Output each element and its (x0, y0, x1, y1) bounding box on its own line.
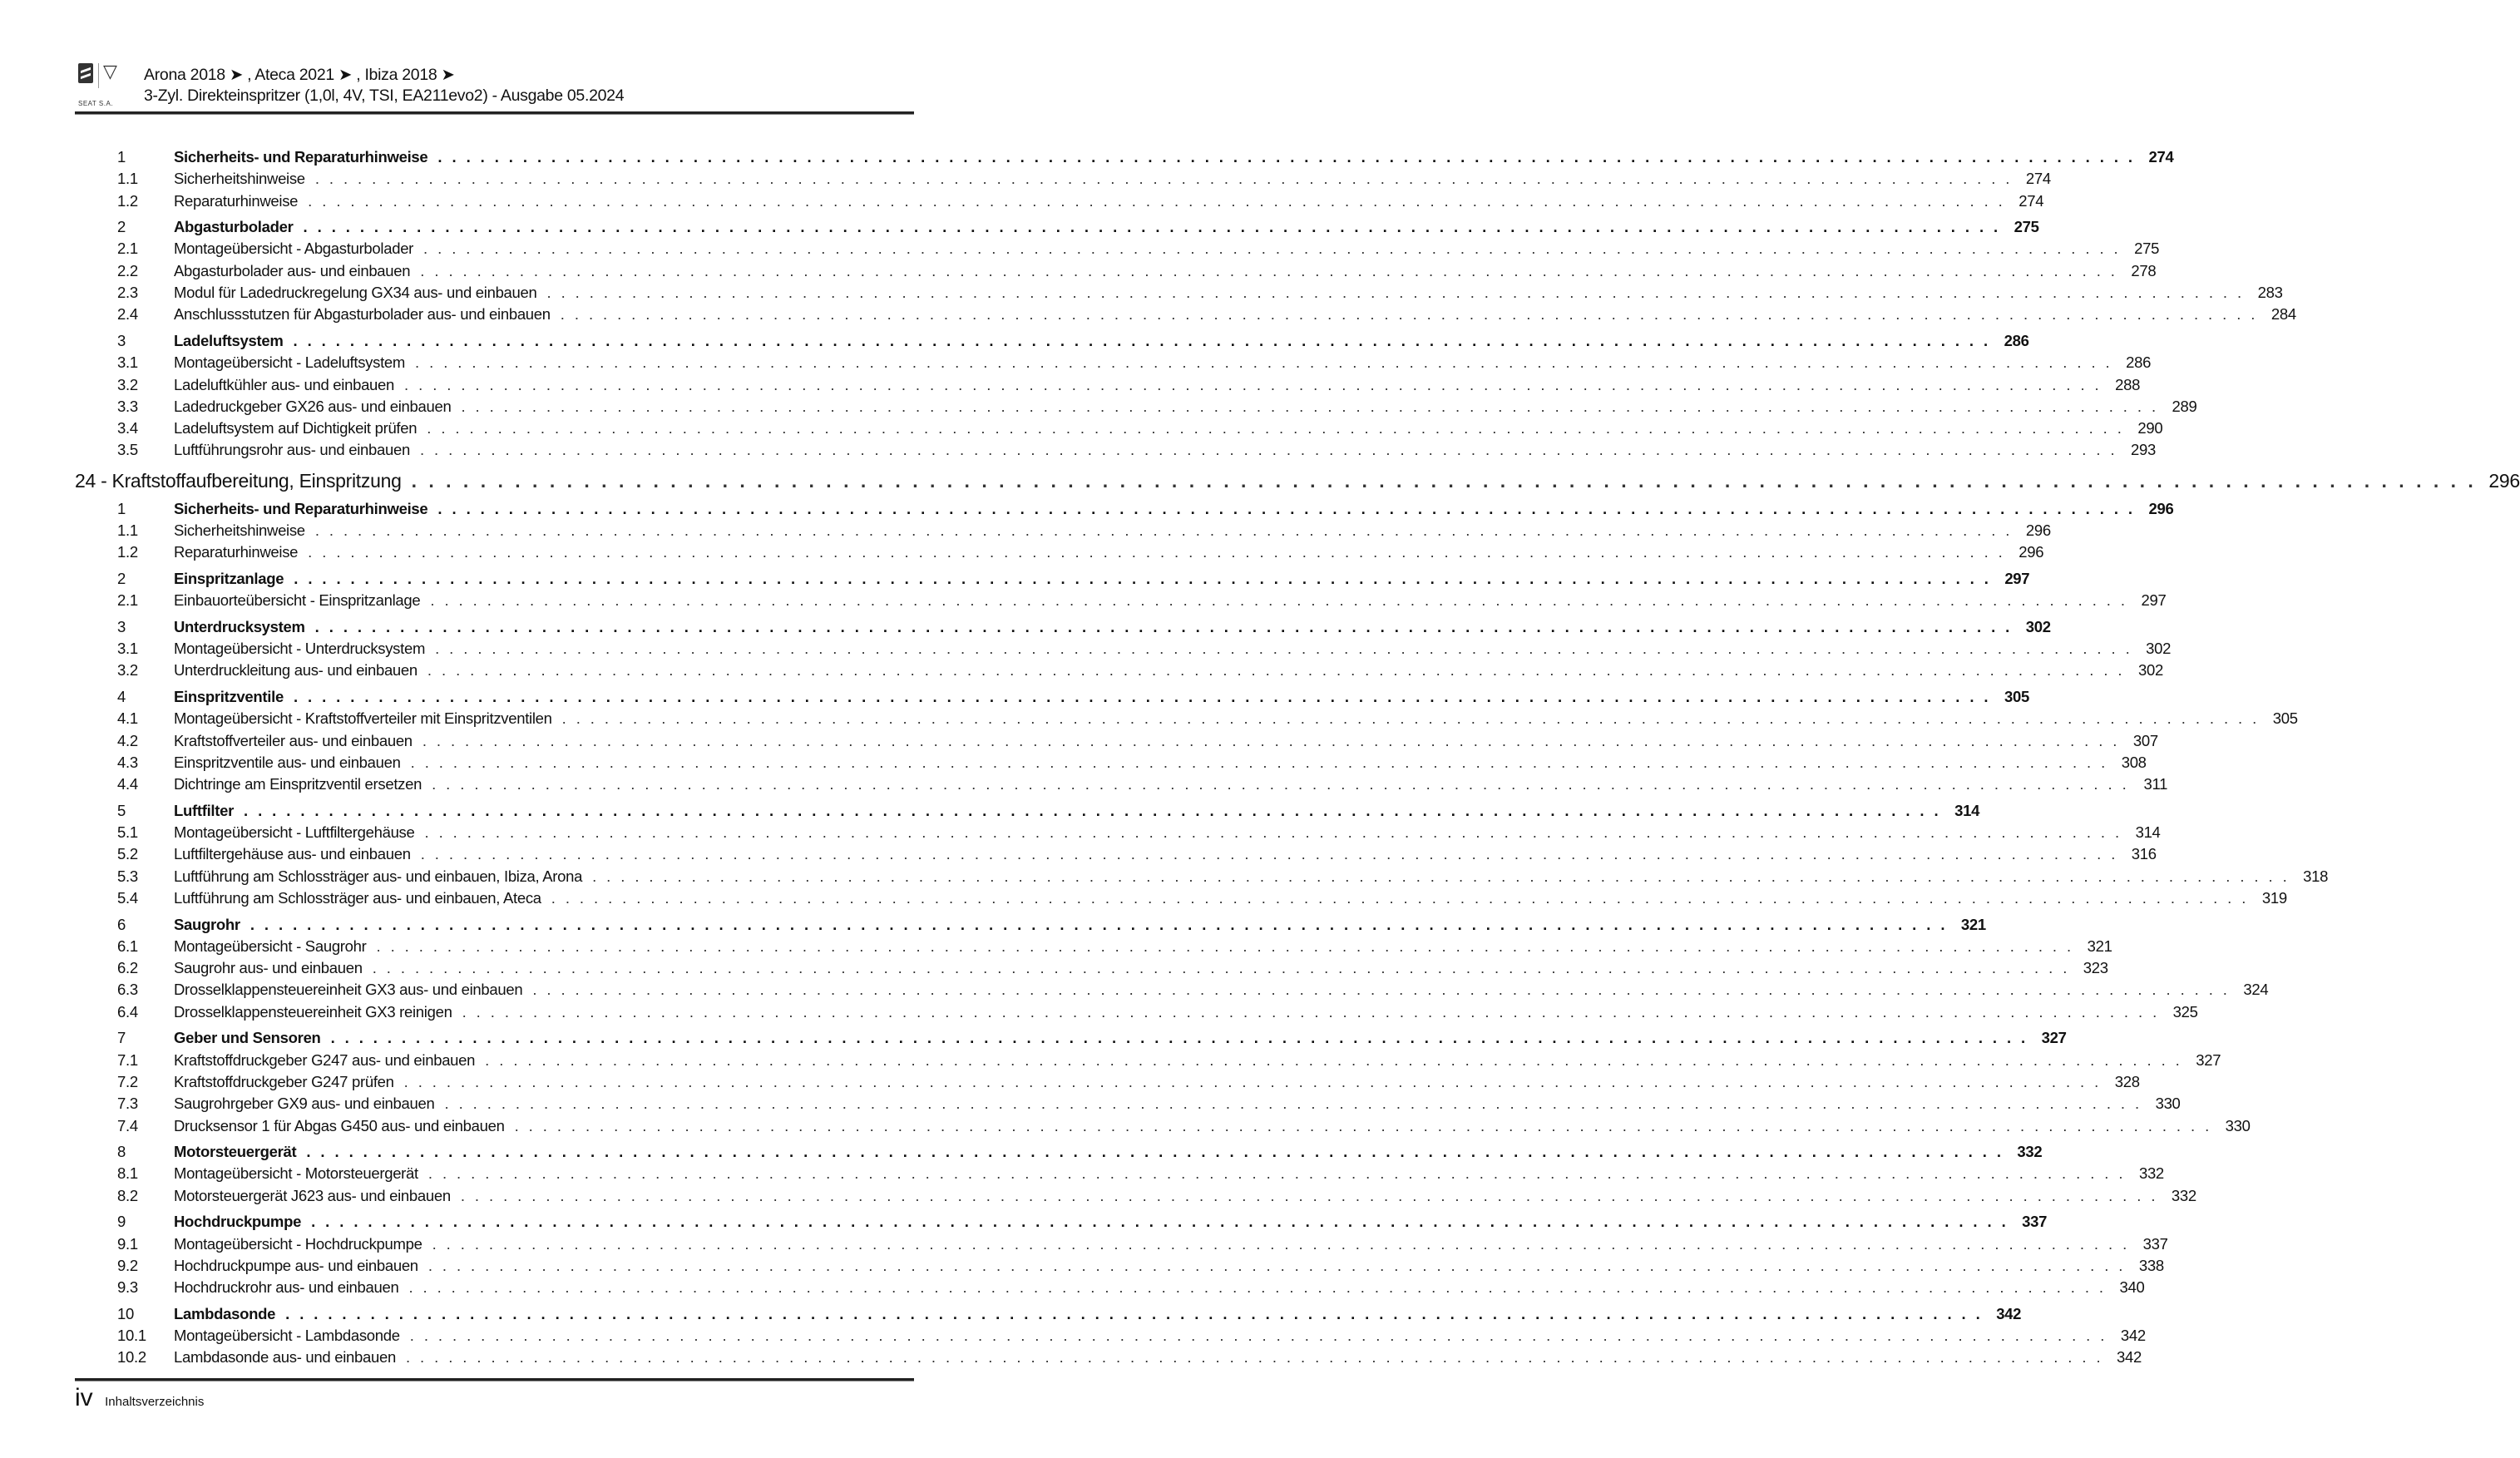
entry-title: Ladeluftsystem auf Dichtigkeit prüfen (174, 419, 418, 437)
toc-section[interactable] (75, 331, 2029, 353)
entry-number: 2 (117, 218, 126, 236)
entry-title: Montageübersicht - Ladeluftsystem (174, 353, 406, 372)
entry-title: Saugrohrgeber GX9 aus- und einbauen (174, 1095, 435, 1113)
entry-page: 274 (2025, 170, 2051, 188)
dot-leader: . . . . . . . . . . . . . . . . . . . . . . . . . . . . . . . . . . . . . . . . . . . . . . . . . . . . . . . . . . . . . . . . . . . . . . . . . . . . . . . . . . . . . . . . . . . . . . . . . . . . . . . . . . . . . . . . . . . . . . . . (462, 1002, 2160, 1021)
entry-page: 275 (2134, 240, 2160, 258)
entry-number: 3.2 (117, 375, 138, 393)
entry-number: 10 (117, 1304, 134, 1322)
dot-leader: . . . . . . . . . . . . . . . . . . . . . . . . . . . . . . . . . . . . . . . . . . . . . . . . . . . . . . . . . . . . . . . . . . . . . . . . . . . . . . . . . . . . . . . . . . . . . . . . . . . . . . . . . . . . . . . . . . . . . . . . (293, 331, 1991, 349)
entry-title: Unterdruckleitung aus- und einbauen (174, 661, 418, 680)
dot-leader: . . . . . . . . . . . . . . . . . . . . . . . . . . . . . . . . . . . . . . . . . . . . . . . . . . . . . . . . . . . . . . . . . . . . . . . . . . . . . . . . . . . . . . . . . . . . . . . . . . . . . . . . . . . . . . . . . . . . . . . . (308, 543, 2006, 561)
dot-leader: . . . . . . . . . . . . . . . . . . . . . . . . . . . . . . . . . . . . . . . . . . . . . . . . . . . . . . . . . . . . . . . . . . . . . . . . . . . . . . . . . . . . . . . . . . . . . . . . . . . . . . . . . . . . . . . . . . . . . . . . (294, 569, 1992, 587)
toc-subsection[interactable] (75, 867, 2329, 889)
entry-title: Saugrohr aus- und einbauen (174, 959, 363, 977)
entry-title: Montageübersicht - Hochdruckpumpe (174, 1234, 422, 1253)
entry-number: 5.3 (117, 867, 138, 885)
dot-leader: . . . . . . . . . . . . . . . . . . . . . . . . . . . . . . . . . . . . . . . . . . . . . . . . . . . . . . . . . . . . . . . . . . . . . . . . . . . . . . . . . . . . . . . . . . . . . . . . . . . . . . . . . . . . . . . . . . . . . . . . (306, 1143, 2004, 1161)
toc-subsection[interactable] (75, 1072, 2140, 1095)
toc-subsection[interactable] (75, 305, 2296, 327)
toc-subsection[interactable] (75, 1002, 2198, 1025)
entry-number: 9 (117, 1213, 126, 1231)
entry-title: Anschlussstutzen für Abgasturbolader aus- und einbauen (174, 305, 551, 324)
dot-leader: . . . . . . . . . . . . . . . . . . . . . . . . . . . . . . . . . . . . . . . . . . . . . . . . . . . . . . . . . . . . . . . . . . . . . . . . . . . . . . . . . . . . . . . . . . . . . . . . . . . . . . . . . . . . . . . . . . . . . . . . (285, 1304, 1984, 1322)
entry-page: 342 (2120, 1327, 2146, 1345)
entry-page: 321 (2087, 937, 2112, 955)
entry-title: Sicherheitshinweise (174, 521, 305, 540)
entry-title: Luftfilter (174, 801, 235, 819)
toc-section[interactable] (75, 1029, 2067, 1050)
toc-chapter-24[interactable] (75, 469, 2520, 500)
entry-page: 314 (2135, 823, 2161, 842)
dot-leader: . . . . . . . . . . . . . . . . . . . . . . . . . . . . . . . . . . . . . . . . . . . . . . . . . . . . . . . . . . . . . . . . . . . . . . . . . . . . . . . . . . . . . . . . . . . . . . . . . . . . . . . . . . . . . . . . . . . . . . . . (311, 1213, 2009, 1231)
seat-cupra-logo (78, 63, 136, 110)
entry-page: 316 (2131, 845, 2157, 863)
dot-leader: . . . . . . . . . . . . . . . . . . . . . . . . . . . . . . . . . . . . . . . . . . . . . . . . . . . . . . . . . . . . . . . . . . . . . . . . . . . . . . . . . . . . . . . . . . . . . . . . . . . . . . . . . . . . . . . . . . . . . . . . (419, 441, 2118, 459)
toc-subsection[interactable] (75, 661, 2163, 683)
toc-subsection[interactable] (75, 1234, 2168, 1257)
entry-number: 1.1 (117, 521, 138, 540)
dot-leader: . . . . . . . . . . . . . . . . . . . . . . . . . . . . . . . . . . . . . . . . . . . . . . . . . . . . . . . . . . . . . . . . . . . . . . . . . . . . . . . . . . . . . . . . . . . . . . . . . . . . . . . . . . . . . . . . . . . . . . . . (514, 1116, 2212, 1134)
entry-page: 297 (2141, 591, 2167, 610)
entry-title: Kraftstoffdruckgeber G247 aus- und einbauen (174, 1050, 476, 1069)
entry-number: 4.4 (117, 775, 138, 793)
dot-leader: . . . . . . . . . . . . . . . . . . . . . . . . . . . . . . . . . . . . . . . . . . . . . . . . . . . . . . . . . . . . . . . . . . . . . . . . . . . . . . . . . . . . . . . . . . . . . . . . . . . . . . . . . . . . . . . . . . . . . . . . (461, 397, 2159, 415)
entry-page: 302 (2137, 661, 2163, 680)
entry-page: 338 (2138, 1256, 2164, 1274)
entry-number: 3.3 (117, 397, 138, 415)
entry-title: Dichtringe am Einspritzventil ersetzen (174, 775, 422, 793)
toc-subsection[interactable] (75, 397, 2197, 419)
header-rule (75, 111, 914, 115)
entry-page: 274 (2018, 191, 2044, 210)
dot-leader: . . . . . . . . . . . . . . . . . . . . . . . . . . . . . . . . . . . . . . . . . . . . . . . . . . . . . . . . . . . . . . . . . . . . . . . . . . . . . . . . . . . . . . . . . . . . . . . . . . . . . . . . . . . . . . . . . . . . . . . . (551, 888, 2249, 907)
toc-subsection[interactable] (75, 521, 2051, 543)
dot-leader: . . . . . . . . . . . . . . . . . . . . . . . . . . . . . . . . . . . . . . . . . . . . . . . . . . . . . . . . . . . . . . . . . . . . . . . . . . . . . . . . . . . . . . . . . . . . . . . . . . . . . . . . . . . . . . . . . . . . . . . . (250, 915, 1948, 933)
entry-title: Drosselklappensteuereinheit GX3 reinigen (174, 1002, 452, 1021)
entry-page: 302 (2025, 617, 2051, 635)
entry-number: 10.2 (117, 1348, 146, 1367)
entry-page: 319 (2261, 888, 2287, 907)
entry-page: 327 (2041, 1029, 2067, 1047)
dot-leader: . . . . . . . . . . . . . . . . . . . . . . . . . . . . . . . . . . . . . . . . . . . . . . . . . . . . . . . . . . . . . . . . . . . . . . . . . . . . . . . . . . . . . . . . . . . . . . . . . . . . . . . . . . . . . . . . . . . . . . . . (404, 375, 2102, 393)
dot-leader: . . . . . . . . . . . . . . . . . . . . . . . . . . . . . . . . . . . . . . . . . . . . . . . . . . . . . . . . . . . . . . . . . . . . . . . . . . . . . . . . . . . . . . . . . . . . . . . . . . . . . . . . . . . . . . . . . . . . . . . . (410, 753, 2108, 771)
dot-leader: . . . . . . . . . . . . . . . . . . . . . . . . . . . . . . . . . . . . . . . . . . . . . . . . . . . . . . . . . . . . . . . . . . . . . . . . . . . . . . . . . . . . . . . . . . . . . . . . . . . . . . . . . . . . . . . . . . . . . . . . (372, 959, 2070, 977)
entry-title: Montageübersicht - Abgasturbolader (174, 240, 414, 258)
toc-subsection[interactable] (75, 1050, 2221, 1073)
entry-number: 8.1 (117, 1164, 138, 1183)
logo-divider (98, 63, 99, 88)
entry-title: Motorsteuergerät (174, 1143, 297, 1161)
entry-title: Luftführungsrohr aus- und einbauen (174, 441, 410, 459)
dot-leader: . . . . . . . . . . . . . . . . . . . . . . . . . . . . . . . . . . . . . . . . . . . . . . . . . . . . . . . . . . . . . . . . . . . . . . . . . . . . . . . . . . . . . . . . . . . . . . . . . . . . . . . . . . . . . . . . . . . . . . . . (308, 191, 2006, 210)
entry-number: 6.4 (117, 1002, 138, 1021)
toc-subsection[interactable] (75, 543, 2044, 565)
entry-page: 311 (2143, 775, 2168, 793)
entry-number: 2.4 (117, 305, 138, 324)
entry-number: 2.1 (117, 591, 138, 610)
dot-leader: . . . . . . . . . . . . . . . . . . . . . . . . . . . . . . . . . . . . . . . . . . . . . . . . . . . . . . . . . . . . . . . . . . . . . . . . . . . . . . . . . . . . . . . . . . . . . . . . . . . . . . . . . . . . . . . . . . . . . . . . (424, 823, 2122, 842)
entry-page: 296 (2018, 543, 2044, 561)
dot-leader: . . . . . . . . . . . . . . . . . . . . . . . . . . . . . . . . . . . . . . . . . . . . . . . . . . . . . . . . . . . . . . . . . . . . . . . . . . . . . . . . . . . . . . . . . . . . . . . . . . . . . . . . . . . . . . . . . . . . . . . . (437, 148, 2136, 166)
dot-leader: . . . . . . . . . . . . . . . . . . . . . . . . . . . . . . . . . . . . . . . . . . . . . . . . . . . . . . . . . . . . . . . . . . . . . . . . . . . . . . . . . . . . . . . . . . . . . . . . . . . . . . . . . . . . . . . . . . . . . . . . (592, 867, 2290, 885)
entry-title: Sicherheits- und Reparaturhinweise (174, 499, 428, 517)
toc-subsection[interactable] (75, 353, 2152, 375)
entry-page: 323 (2083, 959, 2108, 977)
dot-leader: . . . . . . . . . . . . . . . . . . . . . . . . . . . . . . . . . . . . . . . . . . . . . . . . . . . . . . . . . . . . . . . . . . . . . . . . . . . . . . . . . . . . . . . . . . . . . . . . . . . . . . . . . . . . . . . . . . . . . . . . (314, 521, 2013, 540)
toc-subsection[interactable] (75, 959, 2108, 981)
entry-page: 278 (2131, 261, 2157, 279)
entry-number: 5.4 (117, 888, 138, 907)
toc-subsection[interactable] (75, 591, 2167, 613)
dot-leader: . . . . . . . . . . . . . . . . . . . . . . . . . . . . . . . . . . . . . . . . . . . . . . . . . . . . . . . . . . . . . . . . . . . . . . . . . . . . . . . . . . . . . . . . . . . . . . . . . . . . . . . . . . . . . . . . . . . . . . . . (405, 1348, 2104, 1367)
toc-subsection[interactable] (75, 240, 2160, 261)
dot-leader: . . . . . . . . . . . . . . . . . . . . . . . . . . . . . . . . . . . . . . . . . . . . . . . . . . . . . . . . . . . . . . . . . . . . . . . . . . . . . . . . . . . . . . . . . . . . . . . . . . . . . . . . . . . . . . . . . . . . . . . . (244, 801, 1942, 819)
entry-title: Montageübersicht - Kraftstoffverteiler mit Einspritzventilen (174, 709, 552, 728)
entry-page: 296 (2025, 521, 2051, 540)
toc-subsection[interactable] (75, 709, 2298, 731)
entry-number: 7.4 (117, 1116, 138, 1134)
toc-subsection[interactable] (75, 261, 2157, 284)
entry-page: 342 (2117, 1348, 2142, 1367)
toc-section[interactable] (75, 1143, 2043, 1164)
entry-number: 2.2 (117, 261, 138, 279)
entry-page: 332 (2017, 1143, 2043, 1161)
entry-number: 3.5 (117, 441, 138, 459)
entry-number: 8 (117, 1143, 126, 1161)
entry-number: 3.4 (117, 419, 138, 437)
entry-page: 302 (2146, 640, 2172, 658)
toc-subsection[interactable] (75, 823, 2161, 845)
toc-subsection[interactable] (75, 753, 2147, 775)
dot-leader: . . . . . . . . . . . . . . . . . . . . . . . . . . . . . . . . . . . . . . . . . . . . . . . . . . . . . . . . . . . . . . . . . . . . . . . . . . . . . . . . . . . . . . . . . . . . . . . . . . . . . . . . . . . . . . . . . . . . . . . . (561, 709, 2260, 728)
entry-number: 2.3 (117, 284, 138, 302)
seat-logo-icon (78, 63, 93, 83)
entry-title: Luftführung am Schlossträger aus- und einbauen, Ateca (174, 888, 541, 907)
entry-title: Lambdasonde (174, 1304, 276, 1322)
entry-title: Drosselklappensteuereinheit GX3 aus- und einbauen (174, 981, 523, 999)
entry-page: 305 (2272, 709, 2298, 728)
entry-title: Geber und Sensoren (174, 1029, 321, 1047)
toc-subsection[interactable] (75, 419, 2163, 441)
dot-leader: . . . . . . . . . . . . . . . . . . . . . . . . . . . . . . . . . . . . . . . . . . . . . . . . . . . . . . . . . . . . . . . . . . . . . . . . . . . . . . . . . . . . . . . . . . . . . . . . . . . . . . . . . . . . . . . . . . . . . . . . (432, 1234, 2130, 1253)
entry-page: 332 (2138, 1164, 2164, 1183)
entry-number: 9.1 (117, 1234, 138, 1253)
toc-section[interactable] (75, 148, 2174, 170)
entry-page: 337 (2142, 1234, 2168, 1253)
dot-leader: . . . . . . . . . . . . . . . . . . . . . . . . . . . . . . . . . . . . . . . . . . . . . . . . . . . . . . . . . . . . . . . . . . . . . . . . . . . . . . . . . . . . . . . . . . . . . . . . . . . . . . . . . . . . . . . . . . . . . . . . (532, 981, 2231, 999)
entry-page: 332 (2171, 1186, 2196, 1204)
page-header (75, 60, 914, 111)
entry-number: 1.1 (117, 170, 138, 188)
entry-page: 330 (2225, 1116, 2251, 1134)
entry-number: 6.2 (117, 959, 138, 977)
toc-section[interactable] (75, 617, 2051, 640)
entry-page: 290 (2137, 419, 2163, 437)
entry-number: 9.3 (117, 1278, 138, 1297)
entry-title: Montageübersicht - Unterdrucksystem (174, 640, 426, 658)
entry-page: 284 (2270, 305, 2296, 324)
entry-number: 3.1 (117, 353, 138, 372)
dot-leader: . . . . . . . . . . . . . . . . . . . . . . . . . . . . . . . . . . . . . . . . . . . . . . . . . . . . . . . . . . . . . . . . . . . . . . . . . . . . . . . . . . . . . . . . . . . . . . . . . . . . . . . . . . . . . . . . . . . . . . . . (422, 731, 2120, 749)
entry-number: 4 (117, 688, 126, 706)
entry-number: 3 (117, 331, 126, 349)
entry-number: 7.3 (117, 1095, 138, 1113)
entry-title: Hochdruckrohr aus- und einbauen (174, 1278, 399, 1297)
entry-page: 324 (2243, 981, 2269, 999)
entry-title: Einspritzanlage (174, 569, 284, 587)
entry-number: 2 (117, 569, 126, 587)
dot-leader: . . . . . . . . . . . . . . . . . . . . . . . . . . . . . . . . . . . . . . . . . . . . . . . . . . . . . . . . . . . . . . . . . . . . . . . . . . . . . . . . . . . . . . . . . . . . . . . . . . . . . . . . . . . . . . . . . . . . . . . . (408, 1278, 2107, 1297)
header-models: Arona 2018 ➤ , Ateca 2021 ➤ , Ibiza 2018 ➤ (144, 66, 455, 84)
entry-number: 5 (117, 801, 126, 819)
toc-subsection[interactable] (75, 1186, 2196, 1208)
entry-page: 296 (2148, 499, 2174, 517)
dot-leader: . . . . . . . . . . . . . . . . . . . . . . . . . . . . . . . . . . . . . . . . . . . . . . . . . . . . . . . . . . . . . . . . . . . . . . . . . . . . . . . . . . . . . . . . . . . . . . . . . . . . . . . . . . . . . . . . . . . . . . . . (293, 688, 1991, 706)
toc-subsection[interactable] (75, 170, 2051, 191)
entry-title: Luftfiltergehäuse aus- und einbauen (174, 845, 411, 863)
toc-subsection[interactable] (75, 1095, 2181, 1116)
dot-leader: . . . . . . . . . . . . . . . . . . . . . . . . . . . . . . . . . . . . . . . . . . . . . . . . . . . . . . . . . . . . . . . . . . . . . . . . . . . . . . . . . . . . . . . . . . . . . . . . . . . . . . . . . . . . . . . . . . . . . . . . (437, 499, 2136, 517)
toc-subsection[interactable] (75, 775, 2168, 797)
toc-subsection[interactable] (75, 191, 2044, 214)
entry-title: Hochdruckpumpe aus- und einbauen (174, 1256, 418, 1274)
dot-leader: . . . . . . . . . . . . . . . . . . . . . . . . . . . . . . . . . . . . . . . . . . . . . . . . . . . . . . . . . . . . . . . . . . . . . . . . . . . . . . . . . . . . . . . . . . . . . . . . . . . . . . . . . . . . . . . . . . . . . . . . (415, 353, 2113, 372)
entry-title: Luftführung am Schlossträger aus- und einbauen, Ibiza, Arona (174, 867, 583, 885)
toc-subsection[interactable] (75, 1278, 2145, 1300)
entry-number: 5.2 (117, 845, 138, 863)
page-number: iv (75, 1384, 93, 1411)
entry-title: Abgasturbolader aus- und einbauen (174, 261, 411, 279)
dot-leader: . . . . . . . . . . . . . . . . . . . . . . . . . . . . . . . . . . . . . . . . . . . . . . . . . . . . . . . . . . . . . . . . . . . . . . . . . . . . . . . . . . . . . . . . . . . . . . . . . . . . . . . . . . . . . . . . . . . . . . . . (427, 661, 2125, 680)
entry-number: 3 (117, 617, 126, 635)
toc-subsection[interactable] (75, 1348, 2142, 1370)
entry-number: 7.2 (117, 1072, 138, 1090)
entry-title: Unterdrucksystem (174, 617, 305, 635)
entry-page: 325 (2172, 1002, 2198, 1021)
dot-leader: . . . . . . . . . . . . . . . . . . . . . . . . . . . . . . . . . . . . . . . . . . . . . . . . . . . . . . . . . . . . . . . . . . . . . . . . . . . . . . . . . . . . . . . . . . . . . . . . . . . . . . . . . . . . . . . . . . . . . . . . (314, 170, 2013, 188)
entry-title: Kraftstoffdruckgeber G247 prüfen (174, 1072, 394, 1090)
toc-section[interactable] (75, 218, 2039, 240)
entry-title: Ladedruckgeber GX26 aus- und einbauen (174, 397, 452, 415)
toc-subsection[interactable] (75, 1327, 2146, 1348)
dot-leader: . . . . . . . . . . . . . . . . . . . . . . . . . . . . . . . . . . . . . . . . . . . . . . . . . . . . . . . . . . . . . . . . . . . . . . . . . . . . . . . . . . . . . . . . . . . . . . . . . . . . . . . . . . . . . . . . . . . . . . . . (420, 845, 2118, 863)
dot-leader: . . . . . . . . . . . . . . . . . . . . . . . . . . . . . . . . . . . . . . . . . . . . . . . . . . . . . . . . . . . . . . . . . . . . . . . . . . . . . . . . . . . . . . . . . . . . . . . . . . . . . . . . . . . . . . . . . . . . . . . . (560, 305, 2258, 324)
entry-number: 3.1 (117, 640, 138, 658)
dot-leader: . . . . . . . . . . . . . . . . . . . . . . . . . . . . . . . . . . . . . . . . . . . . . . . . . . . . . . . . . . . . . . . . . . . . . . . . . . . . . . . . . . . . . . . . . . . . . . . . . . . . . . . . . . . . . . . . . . . . . . . . (420, 261, 2118, 279)
entry-number: 1 (117, 148, 126, 166)
chapter-page: 296 (2488, 469, 2520, 492)
entry-page: 307 (2132, 731, 2158, 749)
dot-leader: . . . . . . . . . . . . . . . . . . . . . . . . . . . . . . . . . . . . . . . . . . . . . . . . . . . . . . . . . . . . . . . . . . . . . . . . . . . . . . . . . . . . . . . . . . . . . . . . . . . . . . . . . . . . . . . . . . . . . . . . (444, 1095, 2142, 1113)
dot-leader: . . . . . . . . . . . . . . . . . . . . . . . . . . . . . . . . . . . . . . . . . . . . . . . . . . . . . . . . . . . . . . . . . . . . . . . . . . . . . . . . . . . . . . . . . . . . . . . . . . . . . . . . . . . . . . . . . . . . . . . . (411, 469, 2477, 492)
toc-section[interactable] (75, 569, 2030, 591)
toc-section[interactable] (75, 1304, 2022, 1327)
toc-subsection[interactable] (75, 1256, 2164, 1278)
entry-number: 6 (117, 915, 126, 933)
entry-page: 293 (2131, 441, 2157, 459)
entry-title: Reparaturhinweise (174, 543, 299, 561)
entry-title: Montageübersicht - Luftfiltergehäuse (174, 823, 415, 842)
footer-rule (75, 1378, 914, 1381)
dot-leader: . . . . . . . . . . . . . . . . . . . . . . . . . . . . . . . . . . . . . . . . . . . . . . . . . . . . . . . . . . . . . . . . . . . . . . . . . . . . . . . . . . . . . . . . . . . . . . . . . . . . . . . . . . . . . . . . . . . . . . . . (376, 937, 2074, 955)
entry-number: 8.2 (117, 1186, 138, 1204)
toc-section[interactable] (75, 1213, 2048, 1234)
dot-leader: . . . . . . . . . . . . . . . . . . . . . . . . . . . . . . . . . . . . . . . . . . . . . . . . . . . . . . . . . . . . . . . . . . . . . . . . . . . . . . . . . . . . . . . . . . . . . . . . . . . . . . . . . . . . . . . . . . . . . . . . (435, 640, 2133, 658)
dot-leader: . . . . . . . . . . . . . . . . . . . . . . . . . . . . . . . . . . . . . . . . . . . . . . . . . . . . . . . . . . . . . . . . . . . . . . . . . . . . . . . . . . . . . . . . . . . . . . . . . . . . . . . . . . . . . . . . . . . . . . . . (460, 1186, 2158, 1204)
dot-leader: . . . . . . . . . . . . . . . . . . . . . . . . . . . . . . . . . . . . . . . . . . . . . . . . . . . . . . . . . . . . . . . . . . . . . . . . . . . . . . . . . . . . . . . . . . . . . . . . . . . . . . . . . . . . . . . . . . . . . . . . (403, 1072, 2102, 1090)
entry-page: 337 (2022, 1213, 2048, 1231)
entry-number: 4.3 (117, 753, 138, 771)
entry-page: 321 (1960, 915, 1986, 933)
toc-subsection[interactable] (75, 888, 2287, 911)
entry-title: Reparaturhinweise (174, 191, 299, 210)
entry-page: 275 (2014, 218, 2039, 236)
entry-number: 2.1 (117, 240, 138, 258)
page-footer (75, 1384, 204, 1412)
toc-subsection[interactable] (75, 981, 2269, 1002)
cupra-logo-icon: ▽ (103, 61, 117, 82)
entry-page: 274 (2148, 148, 2174, 166)
entry-number: 1.2 (117, 191, 138, 210)
entry-page: 318 (2303, 867, 2329, 885)
entry-title: Abgasturbolader (174, 218, 294, 236)
entry-title: Ladeluftsystem (174, 331, 284, 349)
entry-number: 6.1 (117, 937, 138, 955)
entry-page: 305 (2004, 688, 2029, 706)
toc-subsection[interactable] (75, 284, 2283, 305)
chapter-title: 24 - Kraftstoffaufbereitung, Einspritzung (75, 469, 402, 492)
entry-title: Modul für Ladedruckregelung GX34 aus- und einbauen (174, 284, 537, 302)
entry-title: Saugrohr (174, 915, 240, 933)
footer-label: Inhaltsverzeichnis (105, 1395, 205, 1409)
dot-leader: . . . . . . . . . . . . . . . . . . . . . . . . . . . . . . . . . . . . . . . . . . . . . . . . . . . . . . . . . . . . . . . . . . . . . . . . . . . . . . . . . . . . . . . . . . . . . . . . . . . . . . . . . . . . . . . . . . . . . . . . (303, 218, 2001, 236)
dot-leader: . . . . . . . . . . . . . . . . . . . . . . . . . . . . . . . . . . . . . . . . . . . . . . . . . . . . . . . . . . . . . . . . . . . . . . . . . . . . . . . . . . . . . . . . . . . . . . . . . . . . . . . . . . . . . . . . . . . . . . . . (427, 1256, 2126, 1274)
dot-leader: . . . . . . . . . . . . . . . . . . . . . . . . . . . . . . . . . . . . . . . . . . . . . . . . . . . . . . . . . . . . . . . . . . . . . . . . . . . . . . . . . . . . . . . . . . . . . . . . . . . . . . . . . . . . . . . . . . . . . . . . (314, 617, 2013, 635)
entry-title: Einspritzventile (174, 688, 284, 706)
header-engine-edition: 3-Zyl. Direkteinspritzer (1,0l, 4V, TSI, EA211evo2) - Ausgabe 05.2024 (144, 86, 625, 105)
entry-title: Einbauorteübersicht - Einspritzanlage (174, 591, 421, 610)
dot-leader: . . . . . . . . . . . . . . . . . . . . . . . . . . . . . . . . . . . . . . . . . . . . . . . . . . . . . . . . . . . . . . . . . . . . . . . . . . . . . . . . . . . . . . . . . . . . . . . . . . . . . . . . . . . . . . . . . . . . . . . . (423, 240, 2122, 258)
dot-leader: . . . . . . . . . . . . . . . . . . . . . . . . . . . . . . . . . . . . . . . . . . . . . . . . . . . . . . . . . . . . . . . . . . . . . . . . . . . . . . . . . . . . . . . . . . . . . . . . . . . . . . . . . . . . . . . . . . . . . . . . (427, 419, 2125, 437)
entry-page: 283 (2257, 284, 2283, 302)
entry-title: Kraftstoffverteiler aus- und einbauen (174, 731, 413, 749)
entry-title: Ladeluftkühler aus- und einbauen (174, 375, 395, 393)
dot-leader: . . . . . . . . . . . . . . . . . . . . . . . . . . . . . . . . . . . . . . . . . . . . . . . . . . . . . . . . . . . . . . . . . . . . . . . . . . . . . . . . . . . . . . . . . . . . . . . . . . . . . . . . . . . . . . . . . . . . . . . . (546, 284, 2245, 302)
entry-number: 4.1 (117, 709, 138, 728)
entry-number: 7.1 (117, 1050, 138, 1069)
entry-page: 289 (2172, 397, 2197, 415)
toc-section[interactable] (75, 915, 1986, 937)
dot-leader: . . . . . . . . . . . . . . . . . . . . . . . . . . . . . . . . . . . . . . . . . . . . . . . . . . . . . . . . . . . . . . . . . . . . . . . . . . . . . . . . . . . . . . . . . . . . . . . . . . . . . . . . . . . . . . . . . . . . . . . . (427, 1164, 2126, 1183)
toc-subsection[interactable] (75, 441, 2157, 462)
toc-subsection[interactable] (75, 731, 2158, 754)
toc-section[interactable] (75, 688, 2029, 709)
dot-leader: . . . . . . . . . . . . . . . . . . . . . . . . . . . . . . . . . . . . . . . . . . . . . . . . . . . . . . . . . . . . . . . . . . . . . . . . . . . . . . . . . . . . . . . . . . . . . . . . . . . . . . . . . . . . . . . . . . . . . . . . (409, 1327, 2107, 1345)
entry-number: 3.2 (117, 661, 138, 680)
entry-page: 327 (2196, 1050, 2221, 1069)
entry-title: Montageübersicht - Saugrohr (174, 937, 367, 955)
entry-title: Montageübersicht - Lambdasonde (174, 1327, 400, 1345)
entry-number: 6.3 (117, 981, 138, 999)
entry-page: 288 (2115, 375, 2141, 393)
entry-page: 340 (2119, 1278, 2145, 1297)
entry-number: 10.1 (117, 1327, 146, 1345)
seat-sa-label: SEAT S.A. (78, 100, 113, 107)
entry-number: 7 (117, 1029, 126, 1047)
toc-subsection[interactable] (75, 375, 2141, 398)
dot-leader: . . . . . . . . . . . . . . . . . . . . . . . . . . . . . . . . . . . . . . . . . . . . . . . . . . . . . . . . . . . . . . . . . . . . . . . . . . . . . . . . . . . . . . . . . . . . . . . . . . . . . . . . . . . . . . . . . . . . . . . . (485, 1050, 2183, 1069)
entry-title: Sicherheits- und Reparaturhinweise (174, 148, 428, 166)
entry-page: 308 (2121, 753, 2147, 771)
toc-section[interactable] (75, 499, 2174, 521)
entry-title: Lambdasonde aus- und einbauen (174, 1348, 396, 1367)
toc-subsection[interactable] (75, 845, 2157, 867)
dot-leader: . . . . . . . . . . . . . . . . . . . . . . . . . . . . . . . . . . . . . . . . . . . . . . . . . . . . . . . . . . . . . . . . . . . . . . . . . . . . . . . . . . . . . . . . . . . . . . . . . . . . . . . . . . . . . . . . . . . . . . . . (430, 591, 2128, 610)
entry-title: Motorsteuergerät J623 aus- und einbauen (174, 1186, 451, 1204)
entry-number: 1 (117, 499, 126, 517)
entry-page: 297 (2004, 569, 2030, 587)
entry-page: 314 (1954, 801, 1980, 819)
dot-leader: . . . . . . . . . . . . . . . . . . . . . . . . . . . . . . . . . . . . . . . . . . . . . . . . . . . . . . . . . . . . . . . . . . . . . . . . . . . . . . . . . . . . . . . . . . . . . . . . . . . . . . . . . . . . . . . . . . . . . . . . (330, 1029, 2028, 1047)
dot-leader: . . . . . . . . . . . . . . . . . . . . . . . . . . . . . . . . . . . . . . . . . . . . . . . . . . . . . . . . . . . . . . . . . . . . . . . . . . . . . . . . . . . . . . . . . . . . . . . . . . . . . . . . . . . . . . . . . . . . . . . . (432, 775, 2130, 793)
toc-subsection[interactable] (75, 937, 2112, 959)
entry-title: Hochdruckpumpe (174, 1213, 302, 1231)
entry-title: Einspritzventile aus- und einbauen (174, 753, 401, 771)
toc-subsection[interactable] (75, 1164, 2164, 1186)
entry-number: 1.2 (117, 543, 138, 561)
entry-page: 330 (2155, 1095, 2181, 1113)
entry-page: 286 (2126, 353, 2152, 372)
entry-number: 5.1 (117, 823, 138, 842)
entry-title: Sicherheitshinweise (174, 170, 305, 188)
entry-number: 9.2 (117, 1256, 138, 1274)
toc-subsection[interactable] (75, 1116, 2251, 1139)
toc-section[interactable] (75, 801, 1980, 823)
entry-page: 286 (2004, 331, 2029, 349)
entry-title: Drucksensor 1 für Abgas G450 aus- und einbauen (174, 1116, 505, 1134)
entry-number: 4.2 (117, 731, 138, 749)
table-of-contents (75, 148, 2520, 1371)
entry-page: 328 (2114, 1072, 2140, 1090)
entry-page: 342 (1996, 1304, 2022, 1322)
entry-title: Montageübersicht - Motorsteuergerät (174, 1164, 418, 1183)
toc-subsection[interactable] (75, 640, 2172, 661)
